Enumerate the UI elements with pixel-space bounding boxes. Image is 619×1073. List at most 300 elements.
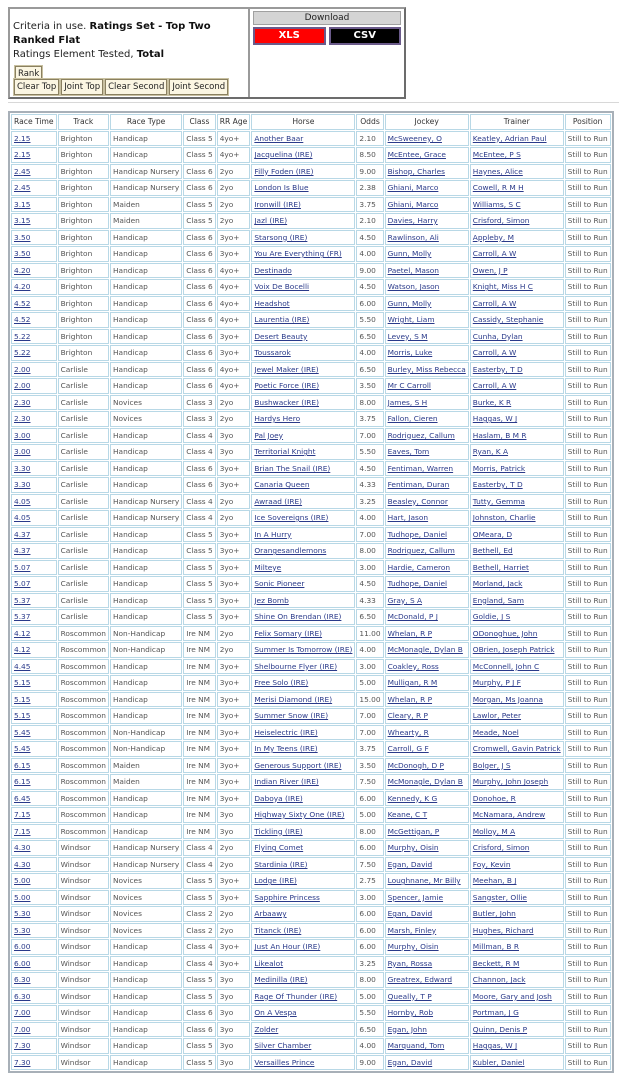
jockey-link[interactable]: Whearty, R	[387, 727, 429, 737]
horse-link[interactable]: Filly Foden (IRE)	[254, 166, 314, 176]
horse-link[interactable]: Rage Of Thunder (IRE)	[254, 991, 338, 1001]
jockey-link[interactable]: McSweeney, O	[387, 133, 442, 143]
trainer-link[interactable]: Murphy, John Joseph	[472, 777, 549, 786]
race-time-link[interactable]: 4.52	[14, 298, 31, 308]
table-row	[11, 774, 611, 790]
race-time-link[interactable]: 4.20	[14, 282, 31, 291]
trainer-link[interactable]: Carroll, A W	[472, 249, 517, 258]
horse-link[interactable]: Jacquelina (IRE)	[254, 150, 313, 159]
trainer-link[interactable]: Morgan, Ms Joanna	[472, 694, 543, 704]
cell-jockey	[385, 626, 469, 642]
race-time-link[interactable]: 3.30	[14, 463, 31, 473]
cell-position: Still to Run	[565, 758, 611, 774]
trainer-link[interactable]: Crisford, Simon	[472, 216, 530, 225]
horse-link[interactable]: On A Vespa	[254, 1008, 297, 1017]
jockey-link[interactable]: Spencer, Jamie	[387, 892, 444, 902]
jockey-link[interactable]: Carroll, G F	[387, 744, 429, 753]
column-header-jockey: Jockey	[385, 114, 469, 130]
horse-link[interactable]: Orangesandlemons	[254, 546, 327, 555]
horse-link[interactable]: Laurentia (IRE)	[254, 315, 310, 324]
trainer-link[interactable]: Keatley, Adrian Paul	[472, 133, 547, 143]
race-time-link[interactable]: 5.07	[14, 579, 31, 588]
cell-rr-age: 2yo	[217, 411, 251, 427]
race-time-link[interactable]: 5.45	[14, 744, 31, 753]
race-time-link[interactable]: 3.15	[14, 199, 31, 209]
jockey-link[interactable]: Ghiani, Marco	[387, 183, 439, 192]
jockey-link[interactable]: Egan, David	[387, 1057, 433, 1067]
cell-race-type: Handicap	[110, 576, 182, 592]
horse-link[interactable]: Milteye	[254, 562, 282, 572]
cell-position: Still to Run	[565, 890, 611, 906]
horse-link[interactable]: Voix De Bocelli	[254, 282, 310, 291]
trainer-link[interactable]: Morland, Jack	[472, 579, 523, 588]
jockey-link[interactable]: Gunn, Molly	[387, 298, 432, 308]
race-time-link[interactable]: 6.15	[14, 760, 31, 770]
jockey-link[interactable]: Gunn, Molly	[387, 249, 432, 258]
horse-link[interactable]: Poetic Force (IRE)	[254, 381, 320, 390]
clear-top-button[interactable]: Clear Top	[14, 79, 59, 95]
trainer-link[interactable]: Appleby, M	[472, 232, 514, 242]
jockey-link[interactable]: Kennedy, K G	[387, 793, 438, 803]
horse-link[interactable]: Highway Sixty One (IRE)	[254, 810, 345, 819]
trainer-link[interactable]: OMeara, D	[472, 529, 513, 539]
jockey-link[interactable]: Marsh, Finley	[387, 925, 437, 935]
horse-link[interactable]: You Are Everything (FR)	[254, 249, 342, 258]
race-time-link[interactable]: 3.50	[14, 249, 31, 258]
cell-horse	[251, 956, 355, 972]
jockey-link[interactable]: Murphy, Oisin	[387, 942, 439, 951]
cell-track: Brighton	[58, 147, 109, 163]
trainer-link[interactable]: Haslam, B M R	[472, 430, 527, 440]
criteria-prefix: Criteria in use.	[13, 21, 87, 32]
cell-trainer	[470, 279, 564, 295]
horse-link[interactable]: Just An Hour (IRE)	[254, 942, 321, 951]
column-header-odds: Odds	[356, 114, 383, 130]
cell-trainer	[470, 510, 564, 526]
horse-link[interactable]: In A Hurry	[254, 529, 292, 539]
horse-link[interactable]: Headshot	[254, 298, 290, 308]
cell-jockey	[385, 411, 469, 427]
cell-class: Class 6	[183, 1005, 216, 1021]
trainer-link[interactable]: Murphy, P J F	[472, 678, 521, 687]
trainer-link[interactable]: Goldie, J S	[472, 612, 511, 621]
cell-track: Brighton	[58, 345, 109, 361]
race-time-link[interactable]: 3.30	[14, 480, 31, 489]
cell-class: Class 5	[183, 560, 216, 576]
cell-jockey	[385, 543, 469, 559]
jockey-link[interactable]: James, S H	[387, 397, 428, 407]
trainer-link[interactable]: Ryan, K A	[472, 447, 509, 456]
cell-class: Class 6	[183, 180, 216, 196]
jockey-link[interactable]: Loughnane, Mr Billy	[387, 876, 461, 885]
race-time-link[interactable]: 7.00	[14, 1008, 31, 1017]
cell-race-type: Handicap	[110, 708, 182, 724]
jockey-link[interactable]: Tudhope, Daniel	[387, 579, 448, 588]
horse-link[interactable]: Bushwacker (IRE)	[254, 397, 319, 407]
jockey-link[interactable]: McMonagle, Dylan B	[387, 645, 463, 654]
horse-link[interactable]: Daboya (IRE)	[254, 793, 303, 803]
race-time-link[interactable]: 4.20	[14, 265, 31, 275]
jockey-link[interactable]: Ghiani, Marco	[387, 199, 439, 209]
trainer-link[interactable]: Butler, John	[472, 909, 516, 918]
horse-link[interactable]: Territorial Knight	[254, 447, 316, 456]
jockey-link[interactable]: Hardie, Cameron	[387, 562, 451, 572]
table-row	[11, 725, 611, 741]
cell-position: Still to Run	[565, 213, 611, 229]
race-time-link[interactable]: 4.30	[14, 843, 31, 852]
table-row	[11, 329, 611, 345]
cell-class: Ire NM	[183, 708, 216, 724]
jockey-link[interactable]: Hart, Jason	[387, 513, 429, 522]
trainer-link[interactable]: Bolger, J S	[472, 760, 511, 770]
cell-class: Class 6	[183, 296, 216, 312]
jockey-link[interactable]: Rawlinson, Ali	[387, 232, 439, 242]
race-time-link[interactable]: 2.15	[14, 133, 31, 143]
cell-race-time	[11, 840, 57, 856]
race-time-link[interactable]: 2.45	[14, 166, 31, 176]
cell-jockey	[385, 758, 469, 774]
cell-jockey	[385, 840, 469, 856]
trainer-link[interactable]: England, Sam	[472, 595, 524, 605]
race-time-link[interactable]: 5.00	[14, 892, 31, 902]
race-time-link[interactable]: 5.30	[14, 925, 31, 935]
race-time-link[interactable]: 7.15	[14, 810, 31, 819]
race-time-link[interactable]: 2.15	[14, 150, 31, 159]
cell-track: Brighton	[58, 131, 109, 147]
race-time-link[interactable]: 6.30	[14, 975, 31, 984]
race-time-link[interactable]: 2.00	[14, 364, 31, 374]
jockey-link[interactable]: Keane, C T	[387, 810, 428, 819]
joint-top-button[interactable]: Joint Top	[61, 79, 103, 95]
horse-link[interactable]: Jazl (IRE)	[254, 216, 288, 225]
trainer-link[interactable]: Beckett, R M	[472, 958, 520, 968]
cell-odds: 5.50	[356, 1005, 383, 1021]
race-time-link[interactable]: 4.45	[14, 661, 31, 671]
jockey-link[interactable]: McEntee, Grace	[387, 150, 446, 159]
cell-race-time	[11, 197, 57, 213]
jockey-link[interactable]: Beasley, Connor	[387, 496, 448, 506]
horse-link[interactable]: Titanck (IRE)	[254, 925, 302, 935]
horse-link[interactable]: Summer Is Tomorrow (IRE)	[254, 645, 353, 654]
jockey-link[interactable]: Morris, Luke	[387, 348, 433, 357]
horse-link[interactable]: Summer Snow (IRE)	[254, 711, 329, 720]
horse-link[interactable]: Felix Somary (IRE)	[254, 628, 323, 638]
trainer-link[interactable]: Kubler, Daniel	[472, 1057, 525, 1067]
jockey-link[interactable]: Egan, David	[387, 909, 433, 918]
horse-link[interactable]: Pal Joey	[254, 430, 284, 440]
joint-second-button[interactable]: Joint Second	[169, 79, 228, 95]
race-time-link[interactable]: 3.00	[14, 447, 31, 456]
cell-track: Carlisle	[58, 560, 109, 576]
jockey-link[interactable]: McMonagle, Dylan B	[387, 777, 463, 786]
cell-rr-age: 2yo	[217, 213, 251, 229]
trainer-link[interactable]: Cassidy, Stephanie	[472, 315, 544, 324]
cell-race-type: Novices	[110, 906, 182, 922]
jockey-link[interactable]: McGettigan, P	[387, 826, 440, 836]
horse-link[interactable]: Starsong (IRE)	[254, 232, 308, 242]
trainer-link[interactable]: ODonoghue, John	[472, 628, 538, 638]
horse-link[interactable]: Tickling (IRE)	[254, 826, 303, 836]
jockey-link[interactable]: Gray, S A	[387, 595, 423, 605]
cell-position: Still to Run	[565, 807, 611, 823]
jockey-link[interactable]: Marquand, Tom	[387, 1041, 445, 1050]
horse-link[interactable]: Shelbourne Flyer (IRE)	[254, 661, 338, 671]
jockey-link[interactable]: Fentiman, Duran	[387, 480, 450, 489]
trainer-link[interactable]: Crisford, Simon	[472, 843, 530, 852]
race-time-link[interactable]: 6.30	[14, 991, 31, 1001]
table-row	[11, 593, 611, 609]
race-time-link[interactable]: 5.15	[14, 694, 31, 704]
jockey-link[interactable]: McDonald, P J	[387, 612, 438, 621]
trainer-link[interactable]: Morris, Patrick	[472, 463, 526, 473]
trainer-link[interactable]: Hughes, Richard	[472, 925, 534, 935]
race-time-link[interactable]: 4.12	[14, 628, 31, 638]
trainer-link[interactable]: Molloy, M A	[472, 826, 516, 836]
race-time-link[interactable]: 5.37	[14, 595, 31, 605]
trainer-link[interactable]: Burke, K R	[472, 397, 512, 407]
trainer-link[interactable]: McEntee, P S	[472, 150, 521, 159]
horse-link[interactable]: Awraad (IRE)	[254, 496, 303, 506]
column-header-track: Track	[58, 114, 109, 130]
rank-button[interactable]: Rank	[15, 66, 42, 82]
trainer-link[interactable]: Quinn, Denis P	[472, 1024, 528, 1034]
trainer-link[interactable]: Sangster, Ollie	[472, 892, 527, 902]
race-time-link[interactable]: 7.00	[14, 1024, 31, 1034]
race-time-link[interactable]: 5.07	[14, 562, 31, 572]
race-time-link[interactable]: 7.30	[14, 1057, 31, 1067]
race-time-link[interactable]: 5.15	[14, 678, 31, 687]
jockey-link[interactable]: Watson, Jason	[387, 282, 440, 291]
horse-link[interactable]: Ice Sovereigns (IRE)	[254, 513, 329, 522]
jockey-link[interactable]: Fallon, Cieren	[387, 414, 438, 423]
horse-link[interactable]: Hardys Hero	[254, 414, 301, 423]
csv-download-button[interactable]: CSV	[329, 27, 402, 45]
trainer-link[interactable]: Tutty, Gemma	[472, 496, 525, 506]
cell-trainer	[470, 197, 564, 213]
race-time-link[interactable]: 6.00	[14, 958, 31, 968]
horse-link[interactable]: Sapphire Princess	[254, 892, 320, 902]
trainer-link[interactable]: Portman, J G	[472, 1008, 519, 1017]
race-time-link[interactable]: 6.00	[14, 942, 31, 951]
horse-link[interactable]: Silver Chamber	[254, 1041, 312, 1050]
race-time-link[interactable]: 5.30	[14, 909, 31, 918]
cell-race-type: Maiden	[110, 197, 182, 213]
cell-rr-age: 3yo	[217, 1038, 251, 1054]
race-time-link[interactable]: 6.15	[14, 777, 31, 786]
jockey-link[interactable]: Egan, David	[387, 859, 433, 869]
cell-odds: 3.50	[356, 758, 383, 774]
cell-trainer	[470, 312, 564, 328]
horse-link[interactable]: Canaria Queen	[254, 480, 310, 489]
cell-race-time	[11, 461, 57, 477]
horse-link[interactable]: Lodge (IRE)	[254, 876, 297, 885]
jockey-link[interactable]: Whelan, R P	[387, 628, 433, 638]
trainer-link[interactable]: Meade, Noel	[472, 727, 519, 737]
trainer-link[interactable]: Carroll, A W	[472, 381, 517, 390]
trainer-link[interactable]: Bethell, Harriet	[472, 562, 529, 572]
race-time-link[interactable]: 5.45	[14, 727, 31, 737]
race-time-link[interactable]: 4.37	[14, 546, 31, 555]
race-time-link[interactable]: 4.52	[14, 315, 31, 324]
trainer-link[interactable]: Moore, Gary and Josh	[472, 991, 552, 1001]
table-row	[11, 246, 611, 262]
table-row	[11, 395, 611, 411]
criteria-cell	[10, 9, 250, 97]
race-time-link[interactable]: 3.15	[14, 216, 31, 225]
horse-link[interactable]: Brian The Snail (IRE)	[254, 463, 331, 473]
race-time-link[interactable]: 5.22	[14, 348, 31, 357]
cell-class: Ire NM	[183, 675, 216, 691]
horse-link[interactable]: Sonic Pioneer	[254, 579, 305, 588]
race-time-link[interactable]: 3.50	[14, 232, 31, 242]
jockey-link[interactable]: Rodriguez, Callum	[387, 430, 455, 440]
jockey-link[interactable]: Levey, S M	[387, 331, 428, 341]
jockey-link[interactable]: Davies, Harry	[387, 216, 438, 225]
race-time-link[interactable]: 2.00	[14, 381, 31, 390]
jockey-link[interactable]: Greatrex, Edward	[387, 975, 453, 984]
cell-rr-age: 2yo	[217, 510, 251, 526]
race-time-link[interactable]: 7.15	[14, 826, 31, 836]
trainer-link[interactable]: Carroll, A W	[472, 298, 517, 308]
jockey-link[interactable]: Whelan, R P	[387, 694, 433, 704]
horse-link[interactable]: Arbaawy	[254, 909, 287, 918]
trainer-link[interactable]: Lawlor, Peter	[472, 711, 522, 720]
trainer-link[interactable]: OBrien, Joseph Patrick	[472, 645, 555, 654]
trainer-link[interactable]: Millman, B R	[472, 942, 519, 951]
horse-link[interactable]: Ironwill (IRE)	[254, 199, 301, 209]
cell-position: Still to Run	[565, 345, 611, 361]
xls-download-button[interactable]: XLS	[253, 27, 326, 45]
table-row	[11, 675, 611, 691]
trainer-link[interactable]: Donohoe, R	[472, 793, 516, 803]
jockey-link[interactable]: Coakley, Ross	[387, 661, 439, 671]
horse-link[interactable]: Indian River (IRE)	[254, 777, 319, 786]
race-time-link[interactable]: 3.00	[14, 430, 31, 440]
jockey-link[interactable]: Hornby, Rob	[387, 1008, 434, 1017]
race-time-link[interactable]: 4.05	[14, 496, 31, 506]
horse-link[interactable]: Flying Comet	[254, 843, 304, 852]
trainer-link[interactable]: Cunha, Dylan	[472, 331, 523, 341]
race-time-link[interactable]: 2.30	[14, 414, 31, 423]
jockey-link[interactable]: Mulligan, R M	[387, 678, 438, 687]
trainer-link[interactable]: Cromwell, Gavin Patrick	[472, 744, 561, 753]
trainer-link[interactable]: Foy, Kevin	[472, 859, 511, 869]
horse-link[interactable]: Medinilla (IRE)	[254, 975, 308, 984]
trainer-link[interactable]: Haggas, W J	[472, 1041, 518, 1050]
horse-link[interactable]: Another Baar	[254, 133, 304, 143]
jockey-link[interactable]: Cleary, R P	[387, 711, 428, 720]
trainer-link[interactable]: Meehan, B J	[472, 876, 517, 885]
trainer-link[interactable]: McConnell, John C	[472, 661, 540, 671]
race-time-link[interactable]: 7.30	[14, 1041, 31, 1050]
clear-second-button[interactable]: Clear Second	[105, 79, 167, 95]
jockey-link[interactable]: Queally, T P	[387, 991, 432, 1001]
trainer-link[interactable]: McNamara, Andrew	[472, 810, 546, 819]
trainer-link[interactable]: Johnston, Charlie	[472, 513, 536, 522]
jockey-link[interactable]: Burley, Miss Rebecca	[387, 364, 466, 374]
jockey-link[interactable]: Mr C Carroll	[387, 381, 431, 390]
trainer-link[interactable]: Easterby, T D	[472, 364, 523, 374]
horse-link[interactable]: Shine On Brendan (IRE)	[254, 612, 342, 621]
race-time-link[interactable]: 2.45	[14, 183, 31, 192]
race-time-link[interactable]: 4.05	[14, 513, 31, 522]
cell-rr-age: 4yo+	[217, 279, 251, 295]
jockey-link[interactable]: Wright, Liam	[387, 315, 435, 324]
trainer-link[interactable]: Channon, Jack	[472, 975, 526, 984]
horse-link[interactable]: Desert Beauty	[254, 331, 308, 341]
horse-link[interactable]: Jez Bomb	[254, 595, 289, 605]
horse-link[interactable]: Generous Support (IRE)	[254, 760, 342, 770]
horse-link[interactable]: London Is Blue	[254, 183, 309, 192]
jockey-link[interactable]: Ryan, Rossa	[387, 958, 433, 968]
cell-horse	[251, 659, 355, 675]
race-time-link[interactable]: 5.15	[14, 711, 31, 720]
cell-position: Still to Run	[565, 708, 611, 724]
horse-link[interactable]: Likealot	[254, 958, 284, 968]
cell-horse	[251, 147, 355, 163]
cell-class: Class 5	[183, 213, 216, 229]
trainer-link[interactable]: Owen, J P	[472, 265, 508, 275]
jockey-link[interactable]: Murphy, Oisin	[387, 843, 439, 852]
race-time-link[interactable]: 6.45	[14, 793, 31, 803]
race-time-link[interactable]: 5.37	[14, 612, 31, 621]
race-time-link[interactable]: 5.00	[14, 876, 31, 885]
jockey-link[interactable]: Fentiman, Warren	[387, 463, 454, 473]
trainer-link[interactable]: Easterby, T D	[472, 480, 523, 489]
race-time-link[interactable]: 4.30	[14, 859, 31, 869]
jockey-link[interactable]: Paetel, Mason	[387, 265, 439, 275]
trainer-link[interactable]: Bethell, Ed	[472, 546, 513, 555]
trainer-link[interactable]: Carroll, A W	[472, 348, 517, 357]
horse-link[interactable]: Zolder	[254, 1024, 279, 1034]
trainer-link[interactable]: Knight, Miss H C	[472, 282, 533, 291]
horse-link[interactable]: Toussarok	[254, 348, 291, 357]
cell-race-type: Handicap	[110, 791, 182, 807]
horse-link[interactable]: In My Teens (IRE)	[254, 744, 318, 753]
cell-horse	[251, 824, 355, 840]
jockey-link[interactable]: McDonogh, D P	[387, 760, 445, 770]
horse-link[interactable]: Versailles Prince	[254, 1057, 315, 1067]
trainer-link[interactable]: Haggas, W J	[472, 414, 518, 423]
cell-horse	[251, 593, 355, 609]
race-time-link[interactable]: 4.12	[14, 645, 31, 654]
jockey-link[interactable]: Rodriguez, Callum	[387, 546, 455, 555]
trainer-link[interactable]: Cowell, R M H	[472, 183, 524, 192]
cell-position: Still to Run	[565, 956, 611, 972]
race-time-link[interactable]: 2.30	[14, 397, 31, 407]
cell-class: Class 5	[183, 1038, 216, 1054]
cell-position: Still to Run	[565, 741, 611, 757]
table-row	[11, 131, 611, 147]
race-time-link[interactable]: 4.37	[14, 529, 31, 539]
horse-link[interactable]: Free Solo (IRE)	[254, 678, 309, 687]
jockey-link[interactable]: Eaves, Tom	[387, 447, 430, 456]
cell-jockey	[385, 725, 469, 741]
jockey-link[interactable]: Bishop, Charles	[387, 166, 446, 176]
cell-horse	[251, 131, 355, 147]
jockey-link[interactable]: Egan, John	[387, 1024, 427, 1034]
horse-link[interactable]: Merisi Diamond (IRE)	[254, 694, 333, 704]
horse-link[interactable]: Jewel Maker (IRE)	[254, 364, 319, 374]
jockey-link[interactable]: Tudhope, Daniel	[387, 529, 448, 539]
race-time-link[interactable]: 5.22	[14, 331, 31, 341]
horse-link[interactable]: Heiselectric (IRE)	[254, 727, 318, 737]
horse-link[interactable]: Stardinia (IRE)	[254, 859, 308, 869]
cell-trainer	[470, 230, 564, 246]
trainer-link[interactable]: Haynes, Alice	[472, 166, 523, 176]
horse-link[interactable]: Destinado	[254, 265, 292, 275]
trainer-link[interactable]: Williams, S C	[472, 199, 521, 209]
